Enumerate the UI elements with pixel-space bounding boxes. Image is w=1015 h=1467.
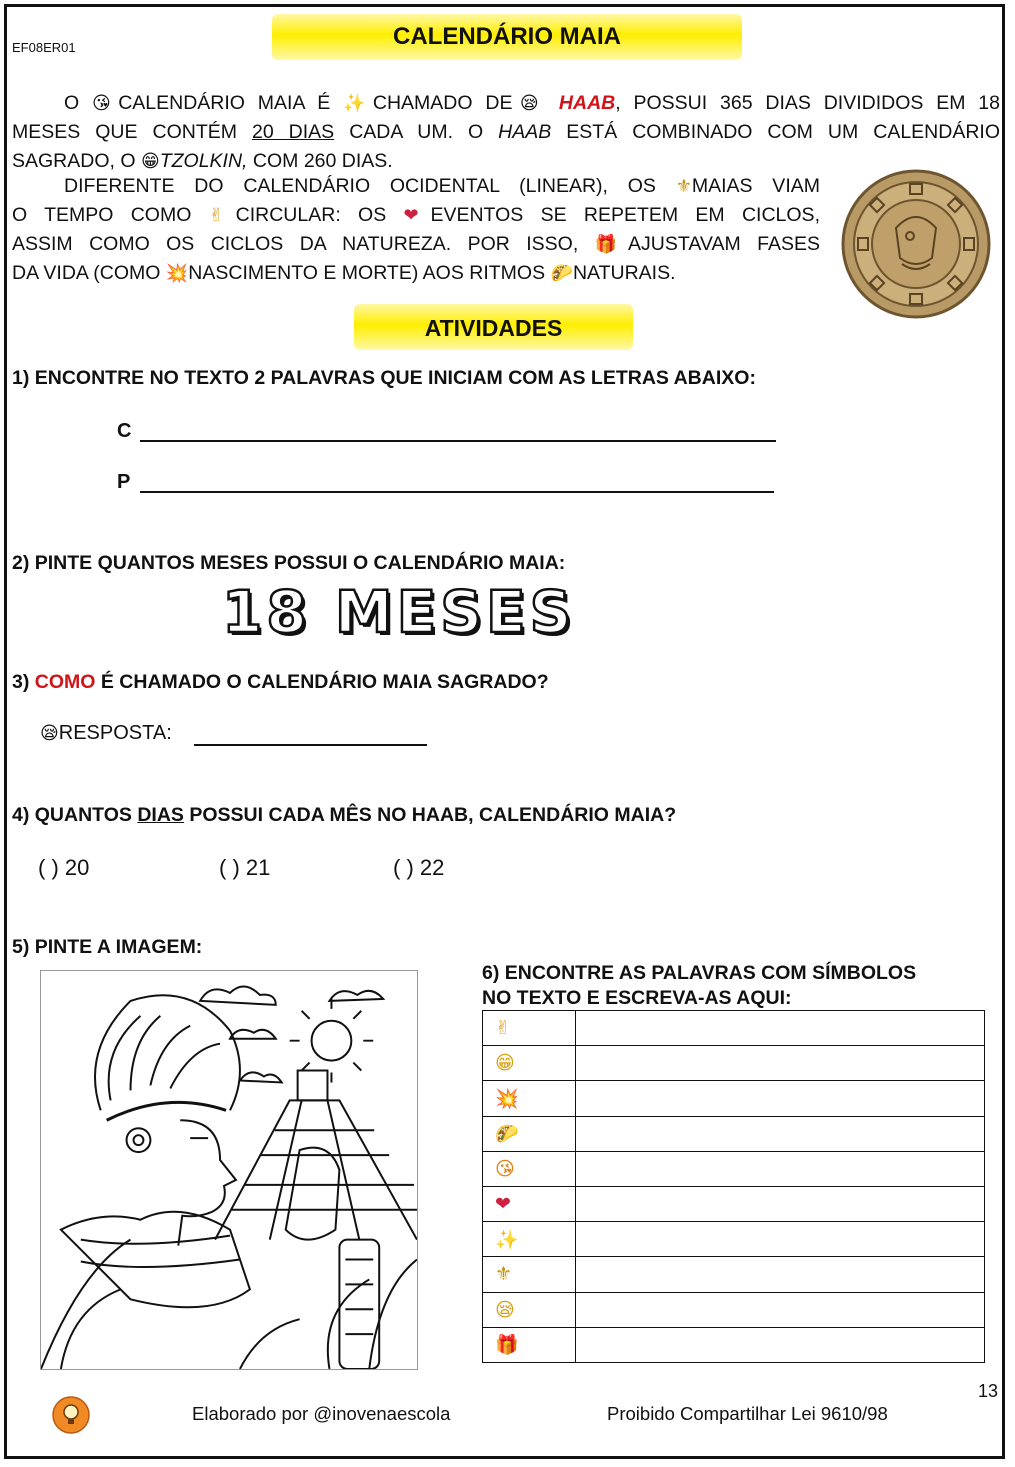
- intro-paragraph: O 😘CALENDÁRIO MAIA É ✨CHAMADO DE😪 HAAB, POSSUI 365 DIAS DIVIDIDOS EM 18 MESES QUE CONTÉM 20 DIAS CADA UM. O HAAB ESTÁ COMBINADO COM UM CALENDÁRIO SAGRADO, O 😁TZOLKIN, COM 260 DIAS.: [12, 92, 1001, 172]
- table-row: [483, 1081, 985, 1116]
- curriculum-code: EF08ER01: [12, 40, 76, 55]
- page-number: 13: [978, 1381, 999, 1401]
- letter-p-label: P: [117, 471, 131, 493]
- question-6: 6) ENCONTRE AS PALAVRAS COM SÍMBOLOS NO TEXTO E ESCREVA-AS AQUI:: [482, 962, 917, 1009]
- kiss-face-icon: 😘: [483, 1151, 576, 1186]
- heart-icon: ❤: [403, 205, 431, 226]
- option-20[interactable]: ( ) 20: [38, 855, 90, 880]
- answer-cell[interactable]: [576, 1186, 985, 1221]
- letter-c-label: C: [117, 420, 132, 442]
- answer-cell[interactable]: [576, 1222, 985, 1257]
- symbols-table: [482, 1010, 985, 1363]
- table-row: [483, 1292, 985, 1327]
- table-row: [483, 1011, 985, 1046]
- taco-icon: 🌮: [483, 1116, 576, 1151]
- cycles-paragraph: DIFERENTE DO CALENDÁRIO OCIDENTAL (LINEAR), OS ⚜MAIAS VIAM O TEMPO COMO ✌CIRCULAR: OS ❤EVENTOS SE REPETEM EM CICLOS, ASSIM COMO OS CICLOS DA NATUREZA. POR ISSO, 🎁AJUSTAVAM FASES DA VIDA (COMO 💥NASCIMENTO E MORTE) AOS RITMOS 🌮NATURAIS.: [12, 175, 820, 284]
- sleepy-face-icon: 😪: [40, 723, 59, 744]
- answer-cell[interactable]: [576, 1151, 985, 1186]
- table-row: [483, 1257, 985, 1292]
- answer-cell[interactable]: [576, 1046, 985, 1081]
- sparkles-icon: ✨: [343, 93, 373, 114]
- q3-answer-row: 😪RESPOSTA:: [40, 722, 172, 744]
- grinning-face-icon: 😁: [140, 151, 160, 172]
- fleur-de-lis-icon: ⚜: [483, 1257, 576, 1292]
- question-1: 1) ENCONTRE NO TEXTO 2 PALAVRAS QUE INICIAM COM AS LETRAS ABAIXO:: [12, 367, 756, 389]
- answer-line-p[interactable]: [140, 491, 774, 493]
- grinning-face-icon: 😁: [483, 1046, 576, 1081]
- question-2: 2) PINTE QUANTOS MESES POSSUI O CALENDÁRIO MAIA:: [12, 552, 566, 574]
- page-title: CALENDÁRIO MAIA: [272, 14, 742, 60]
- lightbulb-logo-icon: [52, 1396, 90, 1434]
- answer-cell[interactable]: [576, 1011, 985, 1046]
- gift-icon: 🎁: [594, 234, 629, 255]
- footer-copyright: Proibido Compartilhar Lei 9610/98: [607, 1403, 888, 1424]
- kiss-face-icon: 😘: [92, 93, 119, 114]
- option-22[interactable]: ( ) 22: [393, 855, 445, 880]
- question-5: 5) PINTE A IMAGEM:: [12, 936, 203, 958]
- table-row: [483, 1327, 985, 1362]
- sleepy-face-icon: 😪: [512, 93, 547, 114]
- question-4: 4) QUANTOS DIAS POSSUI CADA MÊS NO HAAB, CALENDÁRIO MAIA?: [12, 804, 677, 826]
- footer-author: Elaborado por @inovenaescola: [192, 1403, 451, 1424]
- answer-cell[interactable]: [576, 1327, 985, 1362]
- answer-cell[interactable]: [576, 1116, 985, 1151]
- mayan-calendar-stone-image: [838, 168, 994, 320]
- collision-icon: 💥: [165, 263, 189, 284]
- victory-hand-icon: ✌: [483, 1011, 576, 1046]
- answer-cell[interactable]: [576, 1292, 985, 1327]
- victory-hand-icon: ✌: [208, 205, 236, 226]
- fleur-de-lis-icon: ⚜: [675, 176, 692, 197]
- q3-answer-line[interactable]: [194, 744, 427, 746]
- option-21[interactable]: ( ) 21: [219, 855, 271, 880]
- taco-icon: 🌮: [550, 263, 573, 284]
- heart-icon: ❤: [483, 1186, 576, 1221]
- sparkles-icon: ✨: [483, 1222, 576, 1257]
- table-row: [483, 1186, 985, 1221]
- table-row: [483, 1116, 985, 1151]
- collision-icon: 💥: [483, 1081, 576, 1116]
- answer-cell[interactable]: [576, 1257, 985, 1292]
- table-row: [483, 1222, 985, 1257]
- table-row: [483, 1151, 985, 1186]
- months-outline-text[interactable]: 18 MESES: [222, 578, 576, 646]
- gift-icon: 🎁: [483, 1327, 576, 1362]
- sleepy-face-icon: 😪: [483, 1292, 576, 1327]
- table-row: [483, 1046, 985, 1081]
- activities-heading: ATIVIDADES: [354, 304, 633, 350]
- answer-line-c[interactable]: [140, 440, 776, 442]
- mayan-warrior-coloring-image[interactable]: [40, 970, 418, 1370]
- question-3: 3) COMO É CHAMADO O CALENDÁRIO MAIA SAGRADO?: [12, 671, 549, 693]
- answer-cell[interactable]: [576, 1081, 985, 1116]
